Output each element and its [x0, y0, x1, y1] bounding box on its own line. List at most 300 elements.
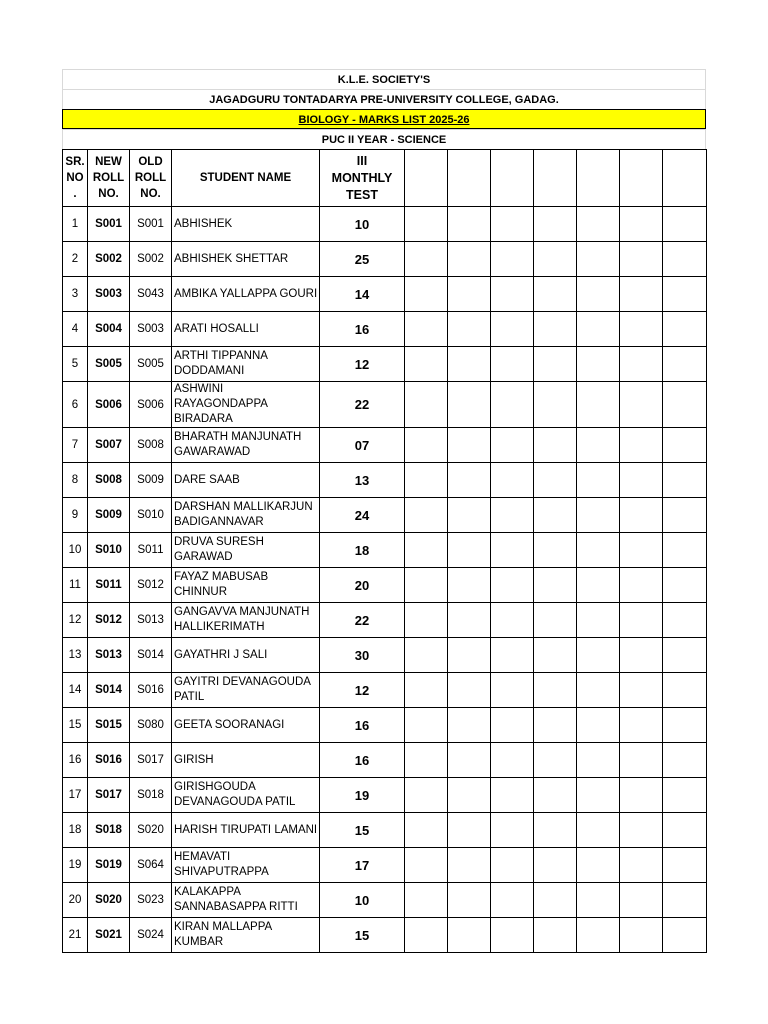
old-roll-line: ROLL [134, 172, 167, 184]
marks-sheet [62, 69, 706, 953]
new-roll-cell: S019 [88, 848, 130, 883]
col-monthly-test [320, 150, 405, 207]
old-roll-cell: S011 [130, 533, 172, 568]
mark-cell: 16 [320, 312, 405, 347]
table-row [63, 428, 707, 463]
empty-cell [620, 708, 663, 743]
old-roll-cell: S005 [130, 347, 172, 382]
sr-no-cell: 6 [63, 382, 88, 428]
empty-cell [491, 277, 534, 312]
empty-cell [663, 813, 707, 848]
empty-cell [534, 848, 577, 883]
new-roll-cell: S006 [88, 382, 130, 428]
student-name-cell: KALAKAPPA SANNABASAPPA RITTI [172, 883, 320, 918]
empty-cell [663, 673, 707, 708]
sr-no-cell: 18 [63, 813, 88, 848]
sr-no-cell: 1 [63, 207, 88, 242]
col-empty [620, 150, 663, 207]
student-name-cell: ASHWINI RAYAGONDAPPA BIRADARA [172, 382, 320, 428]
new-roll-cell: S005 [88, 347, 130, 382]
table-row [63, 918, 707, 953]
marks-table [62, 149, 707, 953]
empty-cell [491, 743, 534, 778]
new-roll-line: ROLL [92, 172, 125, 184]
empty-cell [577, 533, 620, 568]
empty-cell [405, 638, 448, 673]
old-roll-cell: S014 [130, 638, 172, 673]
empty-cell [577, 498, 620, 533]
student-name-cell: ABHISHEK SHETTAR [172, 242, 320, 277]
sr-no-cell: 14 [63, 673, 88, 708]
table-row [63, 382, 707, 428]
table-row [63, 883, 707, 918]
empty-cell [663, 743, 707, 778]
table-row [63, 242, 707, 277]
empty-cell [663, 918, 707, 953]
empty-cell [405, 918, 448, 953]
new-roll-cell: S007 [88, 428, 130, 463]
empty-cell [663, 207, 707, 242]
empty-cell [448, 848, 491, 883]
empty-cell [663, 638, 707, 673]
empty-cell [663, 312, 707, 347]
empty-cell [663, 603, 707, 638]
empty-cell [491, 708, 534, 743]
society-title: K.L.E. SOCIETY'S [62, 69, 706, 89]
empty-cell [620, 207, 663, 242]
marks-list-title [62, 109, 706, 129]
empty-cell [491, 347, 534, 382]
empty-cell [534, 813, 577, 848]
empty-cell [405, 463, 448, 498]
empty-cell [577, 708, 620, 743]
test-line: TEST [346, 187, 378, 202]
col-empty [663, 150, 707, 207]
empty-cell [534, 277, 577, 312]
student-name-cell: BHARATH MANJUNATH GAWARAWAD [172, 428, 320, 463]
empty-cell [663, 883, 707, 918]
sr-no-cell: 3 [63, 277, 88, 312]
empty-cell [534, 638, 577, 673]
empty-cell [577, 778, 620, 813]
sr-no-cell: 13 [63, 638, 88, 673]
empty-cell [577, 277, 620, 312]
old-roll-cell: S023 [130, 883, 172, 918]
sr-no-cell: 20 [63, 883, 88, 918]
empty-cell [620, 242, 663, 277]
table-row [63, 533, 707, 568]
new-roll-cell: S003 [88, 277, 130, 312]
mark-cell: 16 [320, 708, 405, 743]
empty-cell [405, 848, 448, 883]
table-row [63, 603, 707, 638]
empty-cell [534, 673, 577, 708]
empty-cell [405, 708, 448, 743]
old-roll-cell: S006 [130, 382, 172, 428]
empty-cell [405, 883, 448, 918]
class-title: PUC II YEAR - SCIENCE [62, 129, 706, 149]
mark-cell: 12 [320, 673, 405, 708]
new-roll-cell: S020 [88, 883, 130, 918]
empty-cell [577, 568, 620, 603]
empty-cell [534, 743, 577, 778]
col-student-name: STUDENT NAME [172, 150, 320, 207]
empty-cell [577, 883, 620, 918]
empty-cell [534, 463, 577, 498]
empty-cell [663, 568, 707, 603]
old-roll-cell: S002 [130, 242, 172, 277]
sr-no-line: . [73, 188, 77, 200]
empty-cell [620, 673, 663, 708]
empty-cell [577, 207, 620, 242]
empty-cell [577, 813, 620, 848]
empty-cell [448, 382, 491, 428]
student-name-cell: DRUVA SURESH GARAWAD [172, 533, 320, 568]
mark-cell: 24 [320, 498, 405, 533]
empty-cell [534, 603, 577, 638]
sr-no-cell: 11 [63, 568, 88, 603]
empty-cell [491, 883, 534, 918]
empty-cell [620, 277, 663, 312]
empty-cell [620, 463, 663, 498]
new-roll-cell: S002 [88, 242, 130, 277]
old-roll-cell: S013 [130, 603, 172, 638]
mark-cell: 10 [320, 883, 405, 918]
empty-cell [491, 918, 534, 953]
table-row [63, 463, 707, 498]
empty-cell [448, 638, 491, 673]
empty-cell [577, 918, 620, 953]
sr-no-line: SR. [65, 156, 85, 168]
student-name-cell: ABHISHEK [172, 207, 320, 242]
mark-cell: 12 [320, 347, 405, 382]
empty-cell [491, 463, 534, 498]
new-roll-cell: S004 [88, 312, 130, 347]
empty-cell [620, 568, 663, 603]
col-empty [448, 150, 491, 207]
sr-no-cell: 16 [63, 743, 88, 778]
old-roll-cell: S017 [130, 743, 172, 778]
header-row [63, 150, 707, 207]
student-name-cell: GANGAVVA MANJUNATH HALLIKERIMATH [172, 603, 320, 638]
old-roll-cell: S016 [130, 673, 172, 708]
empty-cell [405, 428, 448, 463]
new-roll-cell: S008 [88, 463, 130, 498]
empty-cell [620, 428, 663, 463]
empty-cell [577, 848, 620, 883]
empty-cell [663, 347, 707, 382]
empty-cell [491, 638, 534, 673]
empty-cell [663, 533, 707, 568]
empty-cell [491, 382, 534, 428]
marks-list-label: BIOLOGY - MARKS LIST 2025-26 [298, 114, 470, 126]
empty-cell [577, 463, 620, 498]
empty-cell [491, 533, 534, 568]
empty-cell [491, 207, 534, 242]
new-roll-cell: S001 [88, 207, 130, 242]
empty-cell [448, 568, 491, 603]
empty-cell [620, 883, 663, 918]
mark-cell: 13 [320, 463, 405, 498]
empty-cell [405, 382, 448, 428]
empty-cell [534, 207, 577, 242]
new-roll-cell: S014 [88, 673, 130, 708]
empty-cell [405, 603, 448, 638]
old-roll-cell: S001 [130, 207, 172, 242]
sr-no-cell: 7 [63, 428, 88, 463]
student-name-cell: HEMAVATI SHIVAPUTRAPPA [172, 848, 320, 883]
student-name-cell: AMBIKA YALLAPPA GOURI [172, 277, 320, 312]
table-row [63, 778, 707, 813]
empty-cell [534, 778, 577, 813]
empty-cell [620, 743, 663, 778]
empty-cell [491, 498, 534, 533]
empty-cell [448, 242, 491, 277]
table-body [63, 207, 707, 953]
empty-cell [491, 673, 534, 708]
empty-cell [448, 603, 491, 638]
mark-cell: 18 [320, 533, 405, 568]
col-new-roll [88, 150, 130, 207]
new-roll-cell: S010 [88, 533, 130, 568]
old-roll-line: OLD [138, 156, 163, 168]
empty-cell [448, 743, 491, 778]
empty-cell [663, 848, 707, 883]
empty-cell [405, 242, 448, 277]
col-old-roll [130, 150, 172, 207]
col-empty [534, 150, 577, 207]
mark-cell: 10 [320, 207, 405, 242]
empty-cell [620, 533, 663, 568]
table-row [63, 277, 707, 312]
old-roll-cell: S024 [130, 918, 172, 953]
empty-cell [448, 778, 491, 813]
old-roll-cell: S020 [130, 813, 172, 848]
sr-no-line: NO [66, 172, 84, 184]
empty-cell [448, 207, 491, 242]
new-roll-line: NO. [98, 188, 119, 200]
empty-cell [577, 347, 620, 382]
empty-cell [448, 813, 491, 848]
empty-cell [534, 568, 577, 603]
empty-cell [405, 568, 448, 603]
student-name-cell: GEETA SOORANAGI [172, 708, 320, 743]
old-roll-cell: S080 [130, 708, 172, 743]
empty-cell [448, 918, 491, 953]
empty-cell [577, 312, 620, 347]
new-roll-cell: S012 [88, 603, 130, 638]
empty-cell [534, 883, 577, 918]
empty-cell [448, 883, 491, 918]
empty-cell [577, 673, 620, 708]
table-row [63, 673, 707, 708]
test-line: III [356, 153, 368, 168]
empty-cell [405, 277, 448, 312]
college-title: JAGADGURU TONTADARYA PRE-UNIVERSITY COLLEGE, GADAG. [62, 89, 706, 109]
empty-cell [663, 498, 707, 533]
empty-cell [577, 428, 620, 463]
new-roll-cell: S013 [88, 638, 130, 673]
empty-cell [405, 813, 448, 848]
sr-no-cell: 15 [63, 708, 88, 743]
student-name-cell: FAYAZ MABUSAB CHINNUR [172, 568, 320, 603]
empty-cell [620, 778, 663, 813]
mark-cell: 14 [320, 277, 405, 312]
student-name-cell: GIRISHGOUDA DEVANAGOUDA PATIL [172, 778, 320, 813]
col-sr-no [63, 150, 88, 207]
empty-cell [534, 498, 577, 533]
student-name-cell: DARSHAN MALLIKARJUN BADIGANNAVAR [172, 498, 320, 533]
col-empty [491, 150, 534, 207]
sr-no-cell: 17 [63, 778, 88, 813]
empty-cell [405, 347, 448, 382]
table-row [63, 498, 707, 533]
empty-cell [663, 778, 707, 813]
empty-cell [534, 428, 577, 463]
empty-cell [663, 242, 707, 277]
empty-cell [448, 463, 491, 498]
student-name-cell: GAYATHRI J SALI [172, 638, 320, 673]
table-row [63, 638, 707, 673]
student-name-cell: DARE SAAB [172, 463, 320, 498]
empty-cell [620, 312, 663, 347]
table-row [63, 312, 707, 347]
old-roll-cell: S043 [130, 277, 172, 312]
mark-cell: 15 [320, 813, 405, 848]
empty-cell [663, 428, 707, 463]
empty-cell [534, 533, 577, 568]
student-name-cell: KIRAN MALLAPPA KUMBAR [172, 918, 320, 953]
old-roll-cell: S003 [130, 312, 172, 347]
mark-cell: 22 [320, 603, 405, 638]
empty-cell [534, 382, 577, 428]
mark-cell: 19 [320, 778, 405, 813]
old-roll-cell: S018 [130, 778, 172, 813]
sr-no-cell: 21 [63, 918, 88, 953]
empty-cell [620, 382, 663, 428]
empty-cell [620, 813, 663, 848]
new-roll-cell: S017 [88, 778, 130, 813]
empty-cell [405, 778, 448, 813]
student-name-cell: ARATI HOSALLI [172, 312, 320, 347]
empty-cell [448, 498, 491, 533]
sr-no-cell: 4 [63, 312, 88, 347]
new-roll-cell: S009 [88, 498, 130, 533]
empty-cell [620, 347, 663, 382]
empty-cell [663, 382, 707, 428]
student-name-cell: GIRISH [172, 743, 320, 778]
empty-cell [663, 277, 707, 312]
empty-cell [405, 312, 448, 347]
empty-cell [491, 603, 534, 638]
empty-cell [534, 708, 577, 743]
empty-cell [448, 347, 491, 382]
sr-no-cell: 19 [63, 848, 88, 883]
empty-cell [663, 463, 707, 498]
col-empty [577, 150, 620, 207]
empty-cell [620, 498, 663, 533]
old-roll-cell: S008 [130, 428, 172, 463]
empty-cell [448, 533, 491, 568]
sr-no-cell: 12 [63, 603, 88, 638]
empty-cell [405, 207, 448, 242]
new-roll-cell: S016 [88, 743, 130, 778]
mark-cell: 17 [320, 848, 405, 883]
empty-cell [491, 242, 534, 277]
mark-cell: 16 [320, 743, 405, 778]
empty-cell [491, 428, 534, 463]
new-roll-line: NEW [95, 156, 122, 168]
table-row [63, 848, 707, 883]
table-row [63, 708, 707, 743]
empty-cell [620, 638, 663, 673]
empty-cell [405, 533, 448, 568]
sr-no-cell: 8 [63, 463, 88, 498]
empty-cell [491, 312, 534, 347]
empty-cell [577, 603, 620, 638]
table-row [63, 743, 707, 778]
mark-cell: 30 [320, 638, 405, 673]
table-row [63, 207, 707, 242]
student-name-cell: HARISH TIRUPATI LAMANI [172, 813, 320, 848]
table-row [63, 347, 707, 382]
sr-no-cell: 10 [63, 533, 88, 568]
old-roll-cell: S010 [130, 498, 172, 533]
empty-cell [491, 778, 534, 813]
empty-cell [405, 673, 448, 708]
sr-no-cell: 9 [63, 498, 88, 533]
empty-cell [448, 673, 491, 708]
empty-cell [663, 708, 707, 743]
old-roll-cell: S064 [130, 848, 172, 883]
empty-cell [577, 638, 620, 673]
empty-cell [448, 708, 491, 743]
mark-cell: 20 [320, 568, 405, 603]
mark-cell: 07 [320, 428, 405, 463]
empty-cell [534, 242, 577, 277]
empty-cell [577, 242, 620, 277]
new-roll-cell: S018 [88, 813, 130, 848]
new-roll-cell: S015 [88, 708, 130, 743]
old-roll-cell: S009 [130, 463, 172, 498]
empty-cell [577, 743, 620, 778]
student-name-cell: ARTHI TIPPANNA DODDAMANI [172, 347, 320, 382]
new-roll-cell: S021 [88, 918, 130, 953]
empty-cell [534, 347, 577, 382]
empty-cell [448, 312, 491, 347]
empty-cell [491, 813, 534, 848]
empty-cell [405, 498, 448, 533]
empty-cell [491, 848, 534, 883]
mark-cell: 22 [320, 382, 405, 428]
mark-cell: 15 [320, 918, 405, 953]
empty-cell [620, 848, 663, 883]
student-name-cell: GAYITRI DEVANAGOUDA PATIL [172, 673, 320, 708]
empty-cell [448, 277, 491, 312]
old-roll-cell: S012 [130, 568, 172, 603]
empty-cell [534, 312, 577, 347]
mark-cell: 25 [320, 242, 405, 277]
new-roll-cell: S011 [88, 568, 130, 603]
col-empty [405, 150, 448, 207]
empty-cell [448, 428, 491, 463]
empty-cell [534, 918, 577, 953]
table-row [63, 568, 707, 603]
old-roll-line: NO. [140, 188, 161, 200]
test-line: MONTHLY [331, 170, 393, 185]
table-row [63, 813, 707, 848]
sr-no-cell: 5 [63, 347, 88, 382]
